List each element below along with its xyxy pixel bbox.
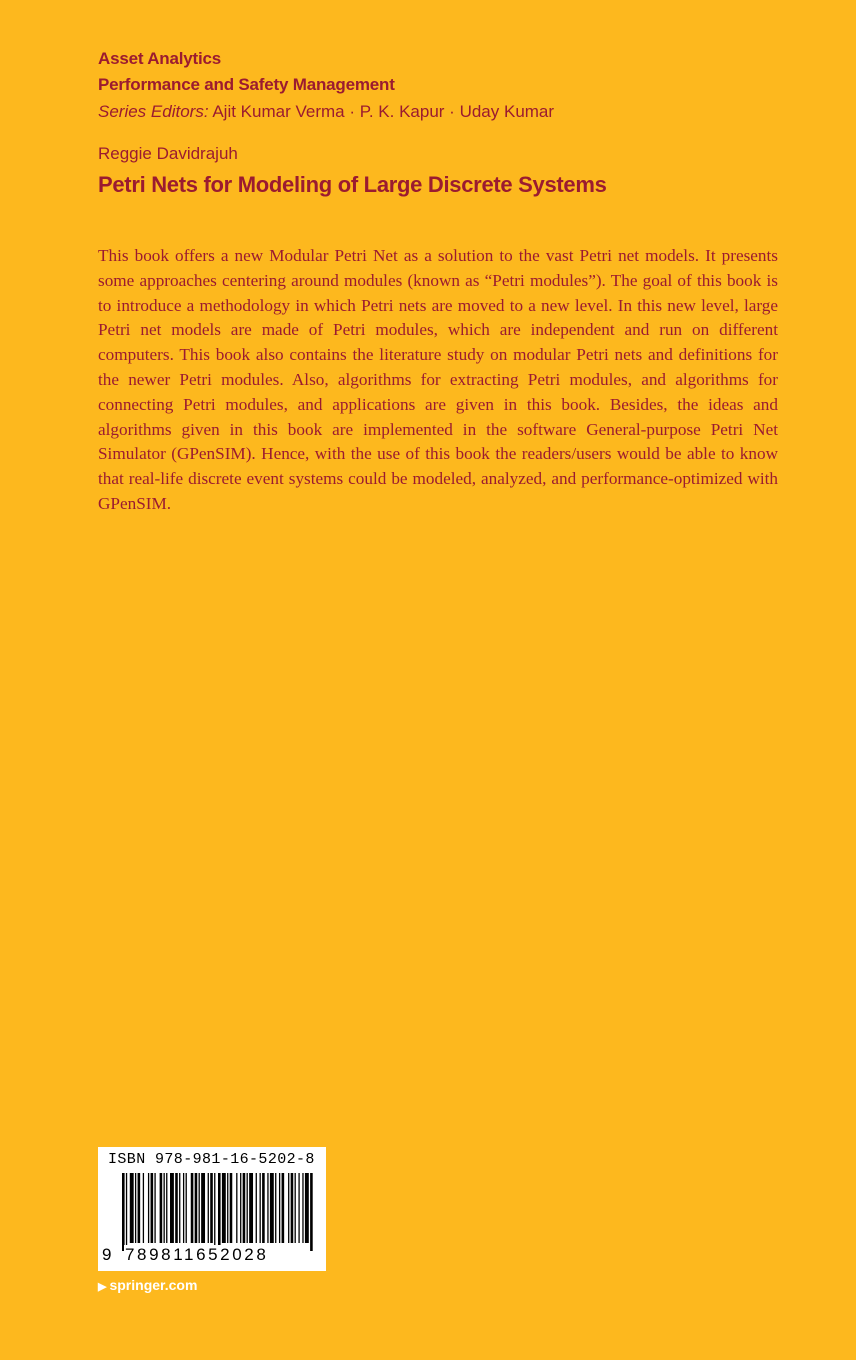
barcode-bar [222, 1173, 226, 1243]
barcode-bar [191, 1173, 194, 1243]
barcode-bars [122, 1173, 314, 1251]
barcode-bar [154, 1173, 155, 1243]
barcode-bar [210, 1173, 213, 1243]
barcode-bar [183, 1173, 184, 1243]
barcode-bar [247, 1173, 248, 1243]
barcode-bar [243, 1173, 246, 1243]
barcode-bar [279, 1173, 280, 1243]
barcode-bar [240, 1173, 241, 1243]
barcode-bar [143, 1173, 144, 1243]
barcode-bar [208, 1173, 209, 1243]
barcode-bar [230, 1173, 233, 1243]
barcode-bar [282, 1173, 285, 1243]
series-name: Asset Analytics [98, 49, 221, 68]
barcode-bar [267, 1173, 268, 1243]
publisher-link-label: springer.com [109, 1277, 198, 1293]
series-editors-names: Ajit Kumar Verma · P. K. Kapur · Uday Kumar [212, 102, 555, 121]
barcode-bar [249, 1173, 253, 1243]
barcode-bar [298, 1173, 299, 1243]
barcode-bar [170, 1173, 174, 1243]
barcode-bar [214, 1173, 215, 1251]
barcode-digits: 789811652028 [125, 1245, 269, 1264]
series-subtitle: Performance and Safety Management [98, 75, 395, 94]
barcode-bar [256, 1173, 257, 1243]
isbn-label: ISBN 978-981-16-5202-8 [108, 1151, 315, 1168]
barcode-bar [148, 1173, 149, 1243]
book-description: This book offers a new Modular Petri Net as a solution to the vast Petri net models. It presents some approaches centering around modules (known as “Petri modules”). The goal of this book is to introduce a methodology in which Petri nets are moved to a new level. In this new level, large Petri net models are made of Petri modules, which are independent and run on different computers. This book also contains the literature study on modular Petri nets and definitions for the newer Petri modules. Also, algorithms for extracting Petri modules, and algorithms for connecting Petri modules, and applications are given in this book. Besides, the ideas and algorithms given in this book are implemented in the software General-purpose Petri Net Simulator (GPenSIM). Hence, with the use of this book the readers/users would be able to know that real-life discrete event systems could be modeled, analyzed, and performance-optimized with GPenSIM. [98, 246, 778, 513]
barcode-bar [130, 1173, 134, 1243]
barcode-bar [218, 1173, 221, 1251]
barcode-bar [288, 1173, 289, 1243]
barcode-bar [179, 1173, 180, 1243]
publisher-link[interactable] [98, 1277, 197, 1293]
barcode-bar [295, 1173, 296, 1243]
barcode-bar [310, 1173, 313, 1251]
barcode-bar [151, 1173, 154, 1243]
barcode-bar [199, 1173, 200, 1243]
series-editors [98, 98, 554, 126]
barcode-bar [164, 1173, 165, 1243]
barcode-bar [175, 1173, 178, 1243]
barcode-bar [186, 1173, 187, 1243]
barcode-bar [302, 1173, 303, 1243]
barcode-bar [270, 1173, 274, 1243]
barcode-bar [135, 1173, 136, 1243]
barcode-bar [260, 1173, 261, 1243]
barcode-bar [275, 1173, 276, 1243]
barcode-bar [305, 1173, 309, 1243]
isbn-barcode [98, 1147, 326, 1271]
author-name: Reggie Davidrajuh [98, 144, 238, 163]
barcode-bar [262, 1173, 265, 1243]
barcode-bar [160, 1173, 163, 1243]
series-editors-label: Series Editors: [98, 102, 209, 121]
series-block [98, 46, 554, 126]
barcode-bar [138, 1173, 141, 1243]
barcode-bar [166, 1173, 167, 1243]
book-title: Petri Nets for Modeling of Large Discrete Systems [98, 172, 607, 197]
play-arrow-icon: ▶ [98, 1281, 107, 1293]
barcode-bar [236, 1173, 237, 1243]
barcode-bar [201, 1173, 205, 1243]
barcode-bar [126, 1173, 127, 1251]
barcode-bar [227, 1173, 228, 1243]
barcode-bar [195, 1173, 198, 1243]
barcode-bar [291, 1173, 294, 1243]
barcode-first-digit: 9 [102, 1245, 112, 1264]
barcode-bar [122, 1173, 125, 1251]
